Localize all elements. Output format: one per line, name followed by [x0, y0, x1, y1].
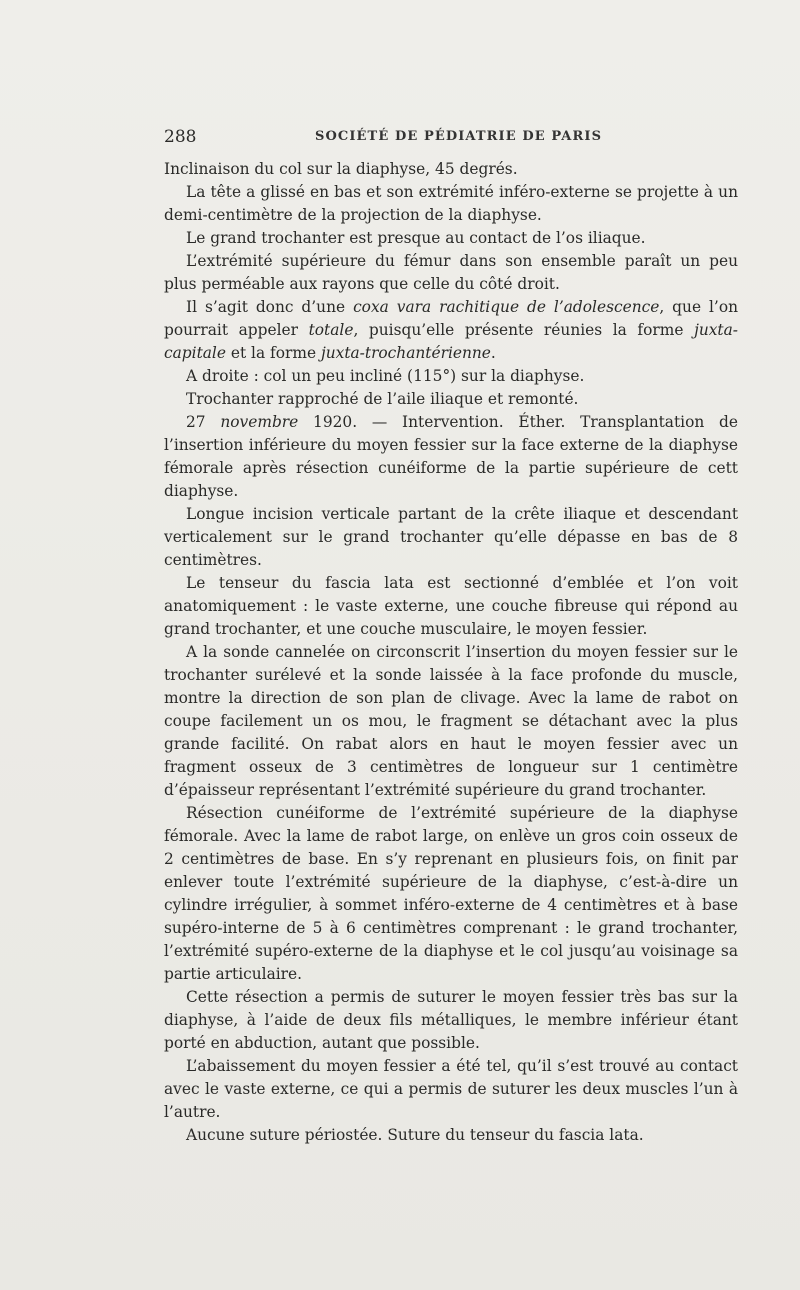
paragraph	[164, 181, 738, 227]
paragraph	[164, 641, 738, 802]
page-header	[164, 127, 738, 151]
text-segment: A la sonde cannelée on circonscrit l’insertion du moyen fessier sur le trochanter surélevé et la sonde laissée à la face profonde du muscle, montre la direction de son plan de clivage. Avec la lame de rabot on coupe facilement un os mou, le fragment se détachant avec la plus grande facilité. On rabat alors en haut le moyen fessier avec un fragment osseux de 3 centimètres de longueur sur 1 centimètre d’épaisseur représentant l’extrémité supérieure du grand trochanter.	[164, 643, 738, 799]
italic-text: coxa vara rachitique de l’adolescence	[353, 298, 660, 316]
paragraph	[164, 572, 738, 641]
paragraph	[164, 411, 738, 503]
italic-text: novembre	[220, 413, 299, 431]
paragraph	[164, 227, 738, 250]
text-segment: 1920. — Intervention. Éther. Transplantation de l’insertion inférieure du moyen fessier sur la face externe de la diaphyse fémorale après résection cunéiforme de la partie supérieure de cett diaphyse.	[164, 413, 738, 500]
paragraph	[164, 158, 738, 181]
text-segment: A droite : col un peu incliné (115°) sur la diaphyse.	[186, 367, 585, 385]
text-segment: Trochanter rapproché de l’aile iliaque et remonté.	[186, 390, 579, 408]
paragraph	[164, 986, 738, 1055]
text-segment: , que l’on pourrait appeler	[164, 298, 739, 339]
text-segment: Le grand trochanter est presque au contact de l’os iliaque.	[186, 229, 646, 247]
text-segment: 27	[186, 413, 221, 431]
paragraph	[164, 1124, 738, 1147]
text-segment: Le tenseur du fascia lata est sectionné d’emblée et l’on voit anatomiquement : le vaste externe, une couche fibreuse qui répond au grand trochanter, et une couche musculaire, le moyen fessier.	[164, 574, 738, 638]
text-segment: Il s’agit donc d’une	[186, 298, 354, 316]
paragraph	[164, 296, 738, 365]
text-segment: , puisqu’elle présente réunies la forme	[353, 321, 695, 339]
text-segment: et la forme	[225, 344, 321, 362]
paragraph	[164, 365, 738, 388]
text-segment: La tête a glissé en bas et son extrémité inféro-externe se projette à un demi-centimètre de la projection de la diaphyse.	[164, 183, 738, 224]
body-text	[164, 158, 738, 1147]
paragraph	[164, 388, 738, 411]
italic-text: juxta-trochantérienne	[320, 344, 491, 362]
paragraph	[164, 250, 738, 296]
text-segment: L’abaissement du moyen fessier a été tel, qu’il s’est trouvé au contact avec le vaste externe, ce qui a permis de suturer les deux muscles l’un à l’autre.	[164, 1057, 738, 1121]
paragraph	[164, 802, 738, 986]
italic-text: totale	[308, 321, 354, 339]
italic-text: juxta-capitale	[164, 321, 738, 362]
text-segment: Aucune suture périostée. Suture du tenseur du fascia lata.	[186, 1126, 644, 1144]
paragraph	[164, 503, 738, 572]
text-segment: Inclinaison du col sur la diaphyse, 45 degrés.	[164, 160, 518, 178]
page-number: 288	[164, 127, 197, 147]
text-segment: L’extrémité supérieure du fémur dans son ensemble paraît un peu plus perméable aux rayons que celle du côté droit.	[164, 252, 738, 293]
paragraph	[164, 1055, 738, 1124]
running-title: SOCIÉTÉ DE PÉDIATRIE DE PARIS	[315, 129, 603, 144]
text-segment: .	[490, 344, 496, 362]
text-segment: Longue incision verticale partant de la crête iliaque et descendant verticalement sur le grand trochanter qu’elle dépasse en bas de 8 centimètres.	[164, 505, 738, 569]
text-segment: Résection cunéiforme de l’extrémité supérieure de la diaphyse fémorale. Avec la lame de rabot large, on enlève un gros coin osseux de 2 centimètres de base. En s’y reprenant en plusieurs fois, on finit par enlever toute l’extrémité supérieure de la diaphyse, c’est-à-dire un cylindre irrégulier, à sommet inféro-externe de 4 centimètres et à base supéro-interne de 5 à 6 centimètres comprenant : le grand trochanter, l’extrémité supéro-externe de la diaphyse et le col jusqu’au voisinage sa partie articulaire.	[164, 804, 738, 983]
text-segment: Cette résection a permis de suturer le moyen fessier très bas sur la diaphyse, à l’aide de deux fils métalliques, le membre inférieur étant porté en abduction, autant que possible.	[164, 988, 738, 1052]
